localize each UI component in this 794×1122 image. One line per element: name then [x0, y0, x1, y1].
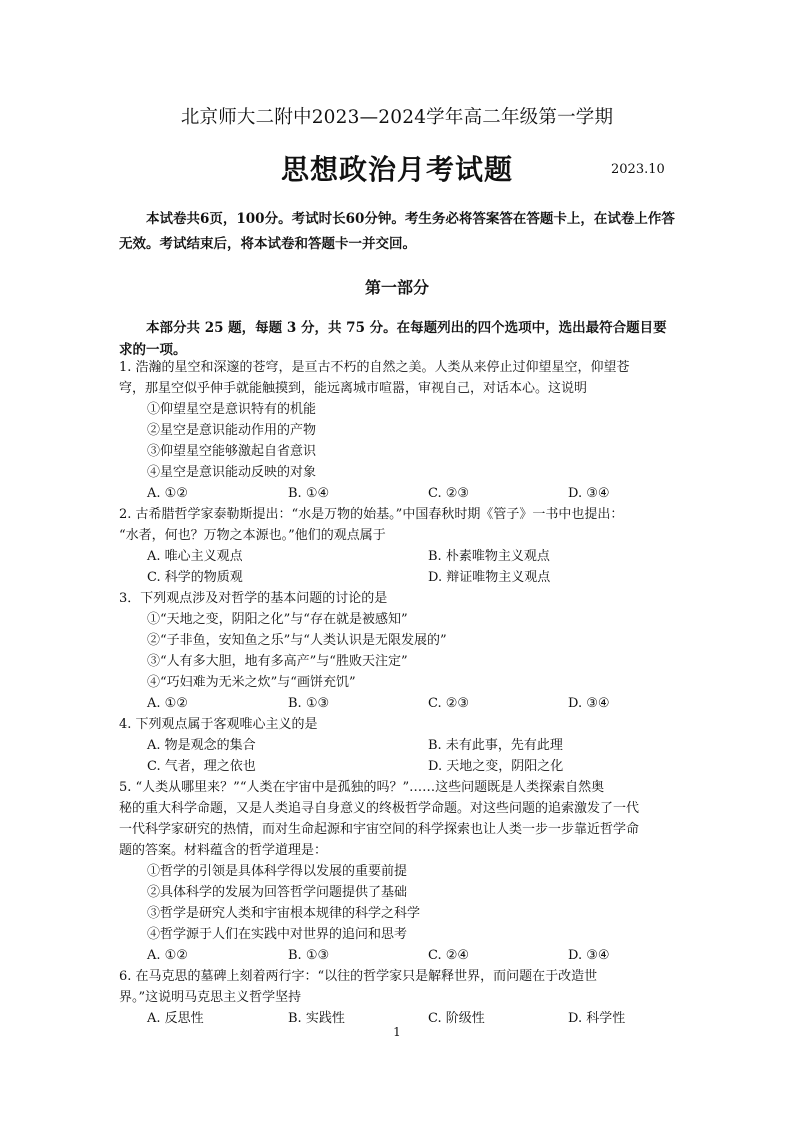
exam-title: 思想政治月考试题	[280, 153, 513, 186]
option-b: B. ①③	[288, 696, 330, 711]
school-title: 北京师大二附中2023—2024学年高二年级第一学期	[180, 107, 614, 128]
option-a: A. 唯心主义观点	[147, 549, 243, 564]
question-stem-line: 题的答案。材料蕴含的哲学道理是：	[119, 843, 328, 858]
option-c: C. ②③	[428, 696, 470, 711]
question-stem-line: 秘的重大科学命题，又是人类追寻自身意义的终极哲学命题。对这些问题的追索激发了一代	[119, 801, 640, 816]
option-a: A. 反思性	[147, 1011, 204, 1026]
statement: ②具体科学的发展为回答哲学问题提供了基础	[147, 885, 408, 900]
statement: ②“子非鱼，安知鱼之乐”与“人类认识是无限发展的”	[147, 633, 447, 648]
exam-notice: 本试卷共6页，100分。考试时长60分钟。考生务必将答案答在答题卡上，在试卷上作答无效。考试结束后，将本试卷和答题卡一并交回。	[119, 211, 675, 252]
option-d: D. ③④	[568, 948, 610, 963]
option-c: C. 科学的物质观	[147, 570, 243, 585]
statement: ①仰望星空是意识特有的机能	[147, 402, 317, 417]
question-stem-line: “水者，何也？万物之本源也。”他们的观点属于	[119, 528, 386, 543]
statement: ③“人有多大胆，地有多高产”与“胜败天注定”	[147, 654, 408, 669]
option-d: D. ③④	[568, 486, 610, 501]
option-b: B. 实践性	[288, 1011, 345, 1026]
question-stem-line: 2. 古希腊哲学家泰勒斯提出：“水是万物的始基。”中国春秋时期《管子》一书中也提出：	[119, 507, 624, 522]
option-c: C. 阶级性	[428, 1011, 485, 1026]
statement: ①哲学的引领是具体科学得以发展的重要前提	[147, 864, 408, 879]
statement: ④哲学源于人们在实践中对世界的追问和思考	[147, 927, 408, 942]
option-b: B. ①③	[288, 948, 330, 963]
option-a: A. ①②	[147, 486, 188, 501]
option-c: C. ②④	[428, 948, 470, 963]
option-c: C. ②③	[428, 486, 470, 501]
question-stem-line: 6. 在马克思的墓碑上刻着两行字：“以往的哲学家只是解释世界，而问题在于改造世	[119, 969, 598, 984]
option-b: B. 朴素唯物主义观点	[428, 549, 550, 564]
question-stem-line: 4. 下列观点属于客观唯心主义的是	[119, 717, 318, 732]
exam-date: 2023.10	[611, 162, 665, 177]
question-stem-line: 一代科学家研究的热情，而对生命起源和宇宙空间的科学探索也让人类一步一步靠近哲学命	[119, 822, 640, 837]
question-stem-line: 界。”这说明马克思主义哲学坚持	[119, 990, 302, 1005]
option-d: D. ③④	[568, 696, 610, 711]
statement: ④“巧妇难为无米之炊”与“画饼充饥”	[147, 675, 356, 690]
option-d: D. 天地之变，阴阳之化	[428, 759, 564, 774]
option-a: A. ①②	[147, 948, 188, 963]
question-stem-line: 1. 浩瀚的星空和深邃的苍穹，是亘古不朽的自然之美。人类从来停止过仰望星空，仰望苍	[119, 360, 630, 375]
page-number: 1	[393, 1025, 401, 1039]
statement: ③哲学是研究人类和宇宙根本规律的科学之科学	[147, 906, 421, 921]
statement: ④星空是意识能动反映的对象	[147, 465, 317, 480]
question-stem-line: 穹，那星空似乎伸手就能触摸到，能远离城市喧嚣，审视自己，对话本心。这说明	[119, 381, 588, 396]
option-a: A. 物是观念的集合	[147, 738, 256, 753]
option-c: C. 气者，理之依也	[147, 759, 256, 774]
section-description: 本部分共 25 题，每题 3 分，共 75 分。在每题列出的四个选项中，选出最符合题目要求的一项。	[119, 320, 667, 358]
option-d: D. 科学性	[568, 1011, 626, 1026]
question-stem-line: 5. “人类从哪里来？”“人类在宇宙中是孤独的吗？”……这些问题既是人类探索自然奥	[119, 780, 605, 795]
option-d: D. 辩证唯物主义观点	[428, 570, 551, 585]
statement: ③仰望星空能够激起自省意识	[147, 444, 317, 459]
question-stem-line: 3．下列观点涉及对哲学的基本问题的讨论的是	[119, 591, 388, 606]
option-b: B. ①④	[288, 486, 330, 501]
section-title: 第一部分	[364, 278, 429, 297]
statement: ①“天地之变，阴阳之化”与“存在就是被感知”	[147, 612, 408, 627]
option-b: B. 未有此事，先有此理	[428, 738, 563, 753]
statement: ②星空是意识能动作用的产物	[147, 423, 317, 438]
option-a: A. ①②	[147, 696, 188, 711]
